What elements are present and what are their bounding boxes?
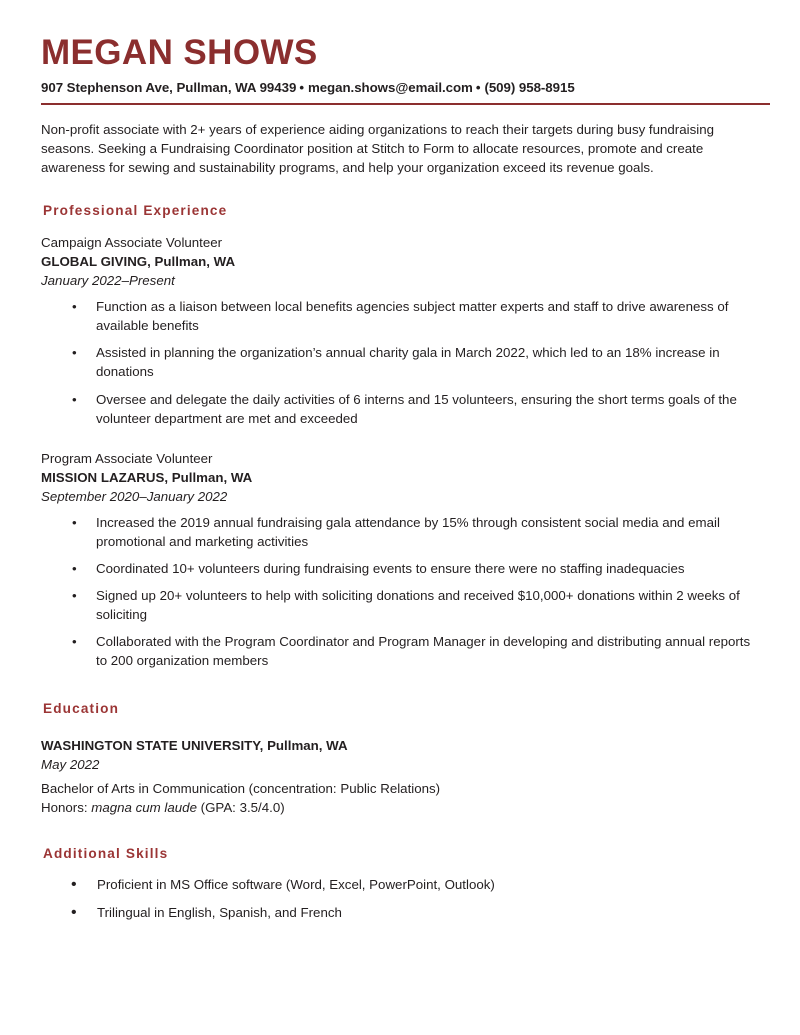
skill-item	[41, 875, 751, 894]
job-organization: GLOBAL GIVING, Pullman, WA	[41, 254, 236, 270]
section-heading-experience: Professional Experience	[43, 203, 228, 219]
experience-entry	[41, 234, 770, 427]
bullet-icon: •	[72, 391, 77, 407]
job-bullet	[41, 513, 751, 551]
job-bullet	[41, 343, 751, 381]
job-bullet-text: Increased the 2019 annual fundraising gala attendance by 15% through consistent social media and email promotional and marketing activities	[96, 514, 720, 549]
bullet-icon: •	[72, 560, 77, 576]
job-bullet	[41, 297, 751, 335]
job-bullet-list	[41, 297, 770, 428]
education-degree: Bachelor of Arts in Communication (concentration: Public Relations)	[41, 781, 441, 797]
bullet-icon: •	[72, 345, 77, 361]
experience-entry	[41, 450, 770, 671]
contact-phone[interactable]: (509) 958-8915	[484, 79, 575, 95]
section-heading-skills: Additional Skills	[43, 845, 169, 861]
job-bullet-text: Collaborated with the Program Coordinator and Program Manager in developing and distributing annual reports to 200 organization members	[96, 634, 751, 669]
job-bullet-text: Coordinated 10+ volunteers during fundraising events to ensure there were no staffing inadequacies	[96, 560, 685, 576]
bullet-icon: •	[72, 299, 77, 315]
skill-text: Proficient in MS Office software (Word, Excel, PowerPoint, Outlook)	[97, 876, 495, 892]
job-bullet-text: Assisted in planning the organization’s annual charity gala in March 2022, which led to an 18% increase in donations	[96, 345, 720, 380]
contact-address: 907 Stephenson Ave, Pullman, WA 99439	[41, 79, 297, 95]
job-bullet	[41, 559, 751, 578]
section-heading-education: Education	[43, 700, 120, 716]
skills-list	[41, 875, 770, 922]
job-dates: January 2022–Present	[41, 273, 175, 289]
job-bullet-text: Oversee and delegate the daily activities of 6 interns and 15 volunteers, ensuring the short terms goals of the volunteer department are met and exceeded	[96, 391, 737, 426]
header-divider	[41, 103, 770, 105]
bullet-icon: •	[72, 634, 77, 650]
job-dates: September 2020–January 2022	[41, 488, 228, 504]
education-honors-distinction: magna cum laude	[91, 800, 197, 816]
job-bullet	[41, 632, 751, 670]
candidate-name: MEGAN SHOWS	[41, 33, 318, 72]
education-entry	[41, 736, 770, 818]
contact-separator-1: •	[299, 79, 304, 95]
contact-email[interactable]: megan.shows@email.com	[307, 79, 473, 95]
education-date: May 2022	[41, 756, 100, 772]
skill-item	[41, 903, 751, 922]
job-organization: MISSION LAZARUS, Pullman, WA	[41, 469, 253, 485]
education-honors	[41, 798, 770, 817]
job-bullet	[41, 586, 751, 624]
job-title: Program Associate Volunteer	[41, 450, 213, 466]
resume-header	[41, 34, 770, 105]
bullet-icon: •	[71, 875, 77, 893]
job-bullet-text: Function as a liaison between local benefits agencies subject matter experts and staff to drive awareness of available benefits	[96, 299, 729, 334]
contact-line	[41, 80, 770, 95]
job-title: Campaign Associate Volunteer	[41, 235, 223, 251]
education-school: WASHINGTON STATE UNIVERSITY, Pullman, WA	[41, 737, 348, 753]
skills-block	[41, 875, 770, 922]
job-bullet	[41, 390, 751, 428]
education-honors-label: Honors:	[41, 800, 92, 816]
bullet-icon: •	[71, 903, 77, 921]
skill-text: Trilingual in English, Spanish, and French	[97, 904, 342, 920]
job-bullet-text: Signed up 20+ volunteers to help with soliciting donations and received $10,000+ donations within 2 weeks of soliciting	[96, 587, 740, 623]
job-bullet-list	[41, 513, 770, 671]
professional-summary: Non-profit associate with 2+ years of experience aiding organizations to reach their targets during busy fundraising seasons. Seeking a Fundraising Coordinator position at Stitch to Form to allocate resources, promote and create awareness for sewing and sustainability programs, and help your organization exceed its revenue goals.	[41, 121, 714, 175]
education-honors-gpa: (GPA: 3.5/4.0)	[196, 800, 285, 816]
contact-separator-2: •	[475, 79, 481, 95]
bullet-icon: •	[72, 514, 77, 530]
bullet-icon: •	[72, 587, 77, 603]
